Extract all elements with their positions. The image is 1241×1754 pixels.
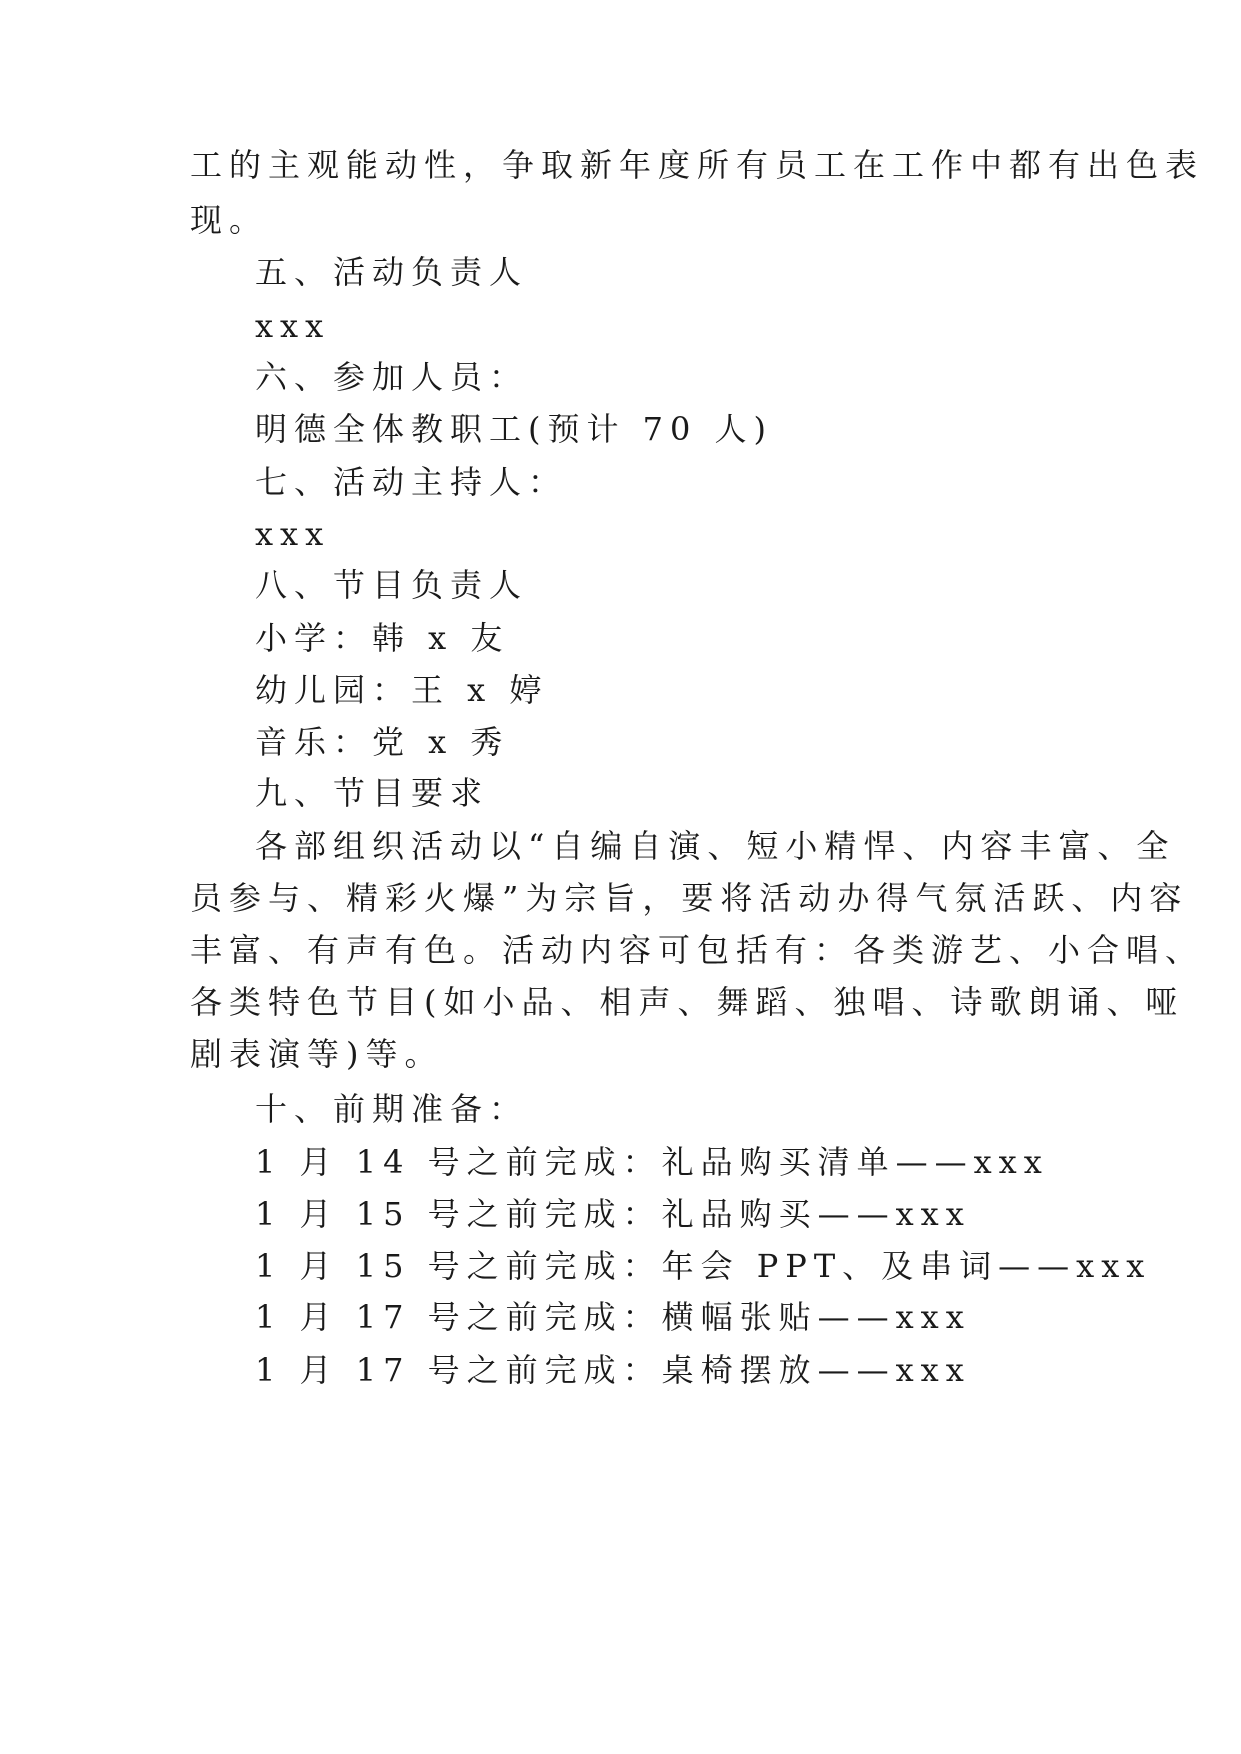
section-9-paragraph-line: 各类特色节目(如小品、相声、舞蹈、独唱、诗歌朗诵、哑 <box>190 983 1185 1021</box>
section-5-value: xxx <box>255 307 331 345</box>
section-7-heading: 七、活动主持人： <box>255 463 568 501</box>
section-9-paragraph-line: 剧表演等)等。 <box>190 1035 444 1073</box>
section-10-heading: 十、前期准备： <box>255 1090 529 1128</box>
section-10-item: 1 月 15 号之前完成：礼品购买——xxx <box>255 1195 971 1233</box>
section-10-item: 1 月 17 号之前完成：横幅张贴——xxx <box>255 1298 971 1336</box>
continuation-line-2: 现。 <box>190 201 269 239</box>
section-10-item: 1 月 15 号之前完成：年会 PPT、及串词——xxx <box>255 1247 1152 1285</box>
section-9-paragraph-line: 员参与、精彩火爆”为宗旨，要将活动办得气氛活跃、内容 <box>190 879 1189 917</box>
section-9-paragraph-line: 丰富、有声有色。活动内容可包括有：各类游艺、小合唱、 <box>190 931 1205 969</box>
continuation-line-1: 工的主观能动性，争取新年度所有员工在工作中都有出色表 <box>190 146 1205 184</box>
section-8-item: 小学：韩 x 友 <box>255 619 510 657</box>
section-7-value: xxx <box>255 515 331 553</box>
section-8-item: 幼儿园：王 x 婷 <box>255 671 549 709</box>
section-5-heading: 五、活动负责人 <box>255 253 529 291</box>
section-8-heading: 八、节目负责人 <box>255 566 529 604</box>
section-6-heading: 六、参加人员： <box>255 358 529 396</box>
section-10-item: 1 月 17 号之前完成：桌椅摆放——xxx <box>255 1351 971 1389</box>
section-10-item: 1 月 14 号之前完成：礼品购买清单——xxx <box>255 1143 1049 1181</box>
section-6-value: 明德全体教职工(预计 70 人) <box>255 410 774 448</box>
section-9-paragraph-line: 各部组织活动以“自编自演、短小精悍、内容丰富、全 <box>255 827 1176 865</box>
section-9-heading: 九、节目要求 <box>255 774 490 812</box>
section-8-item: 音乐：党 x 秀 <box>255 723 510 761</box>
